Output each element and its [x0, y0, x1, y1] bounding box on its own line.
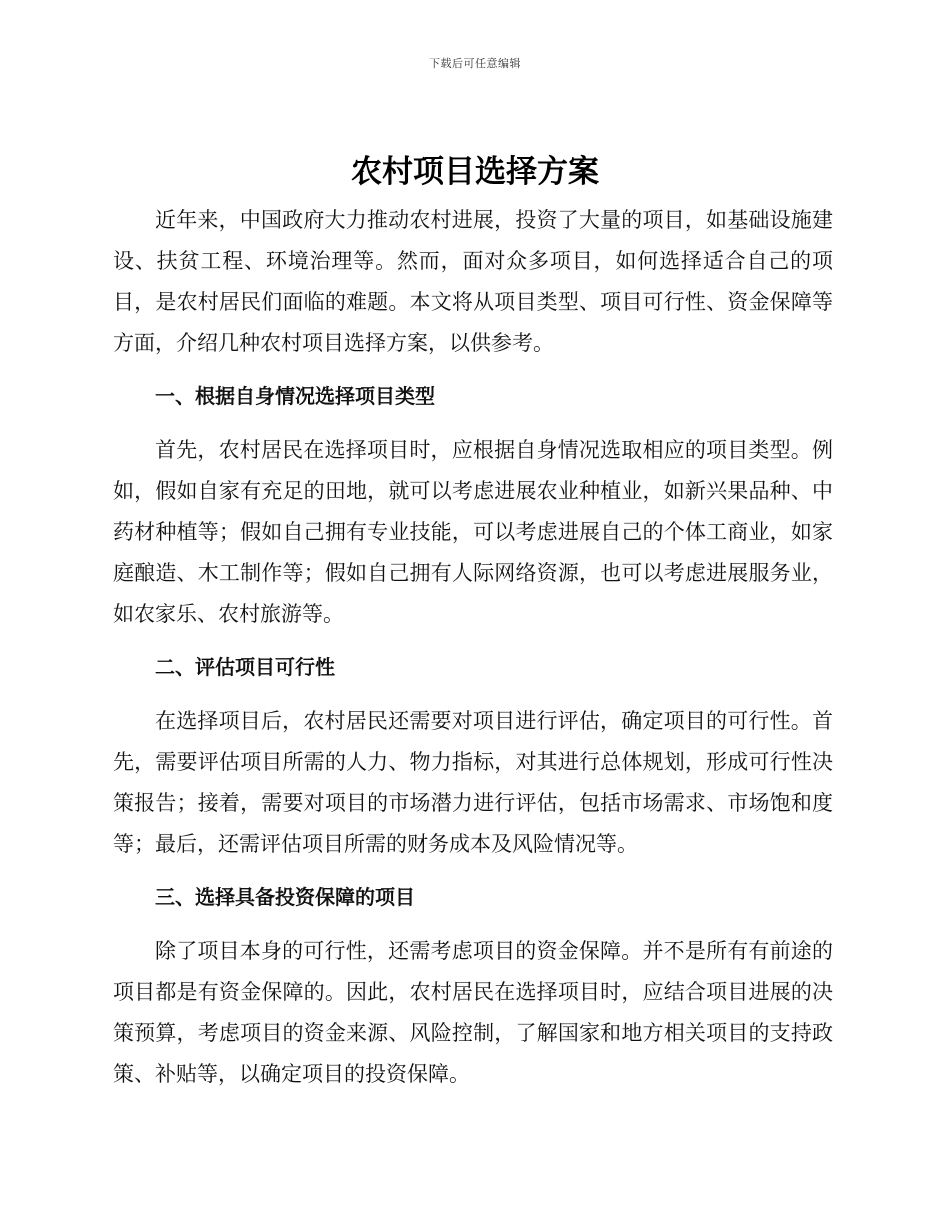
document-title: 农村项目选择方案: [351, 154, 599, 190]
section-2-paragraph: 在选择项目后，农村居民还需要对项目进行评估，确定项目的可行性。首先，需要评估项目所需的人力、物力指标，对其进行总体规划，形成可行性决策报告；接着，需要对项目的市场潜力进行评估，包括市场需求、市场饱和度等；最后，还需评估项目所需的财务成本及风险情况等。: [113, 709, 833, 856]
header-note: 下载后可任意编辑: [429, 57, 521, 70]
section-3-heading: 三、选择具备投资保障的项目: [155, 885, 415, 909]
document-body: [113, 200, 833, 1095]
section-3-paragraph: 除了项目本身的可行性，还需考虑项目的资金保障。并不是所有有前途的项目都是有资金保障的。因此，农村居民在选择项目时，应结合项目进展的决策预算，考虑项目的资金来源、风险控制，了解国家和地方相关项目的支持政策、补贴等，以确定项目的投资保障。: [113, 939, 833, 1086]
intro-paragraph: 近年来，中国政府大力推动农村进展，投资了大量的项目，如基础设施建设、扶贫工程、环境治理等。然而，面对众多项目，如何选择适合自己的项目，是农村居民们面临的难题。本文将从项目类型、项目可行性、资金保障等方面，介绍几种农村项目选择方案，以供参考。: [113, 208, 833, 355]
section-1-paragraph: 首先，农村居民在选择项目时，应根据自身情况选取相应的项目类型。例如，假如自家有充足的田地，就可以考虑进展农业种植业，如新兴果品种、中药材种植等；假如自己拥有专业技能，可以考虑进展自己的个体工商业，如家庭酿造、木工制作等；假如自己拥有人际网络资源，也可以考虑进展服务业，如农家乐、农村旅游等。: [113, 438, 833, 626]
section-1-heading: 一、根据自身情况选择项目类型: [155, 384, 435, 408]
section-2-heading: 二、评估项目可行性: [155, 655, 335, 679]
